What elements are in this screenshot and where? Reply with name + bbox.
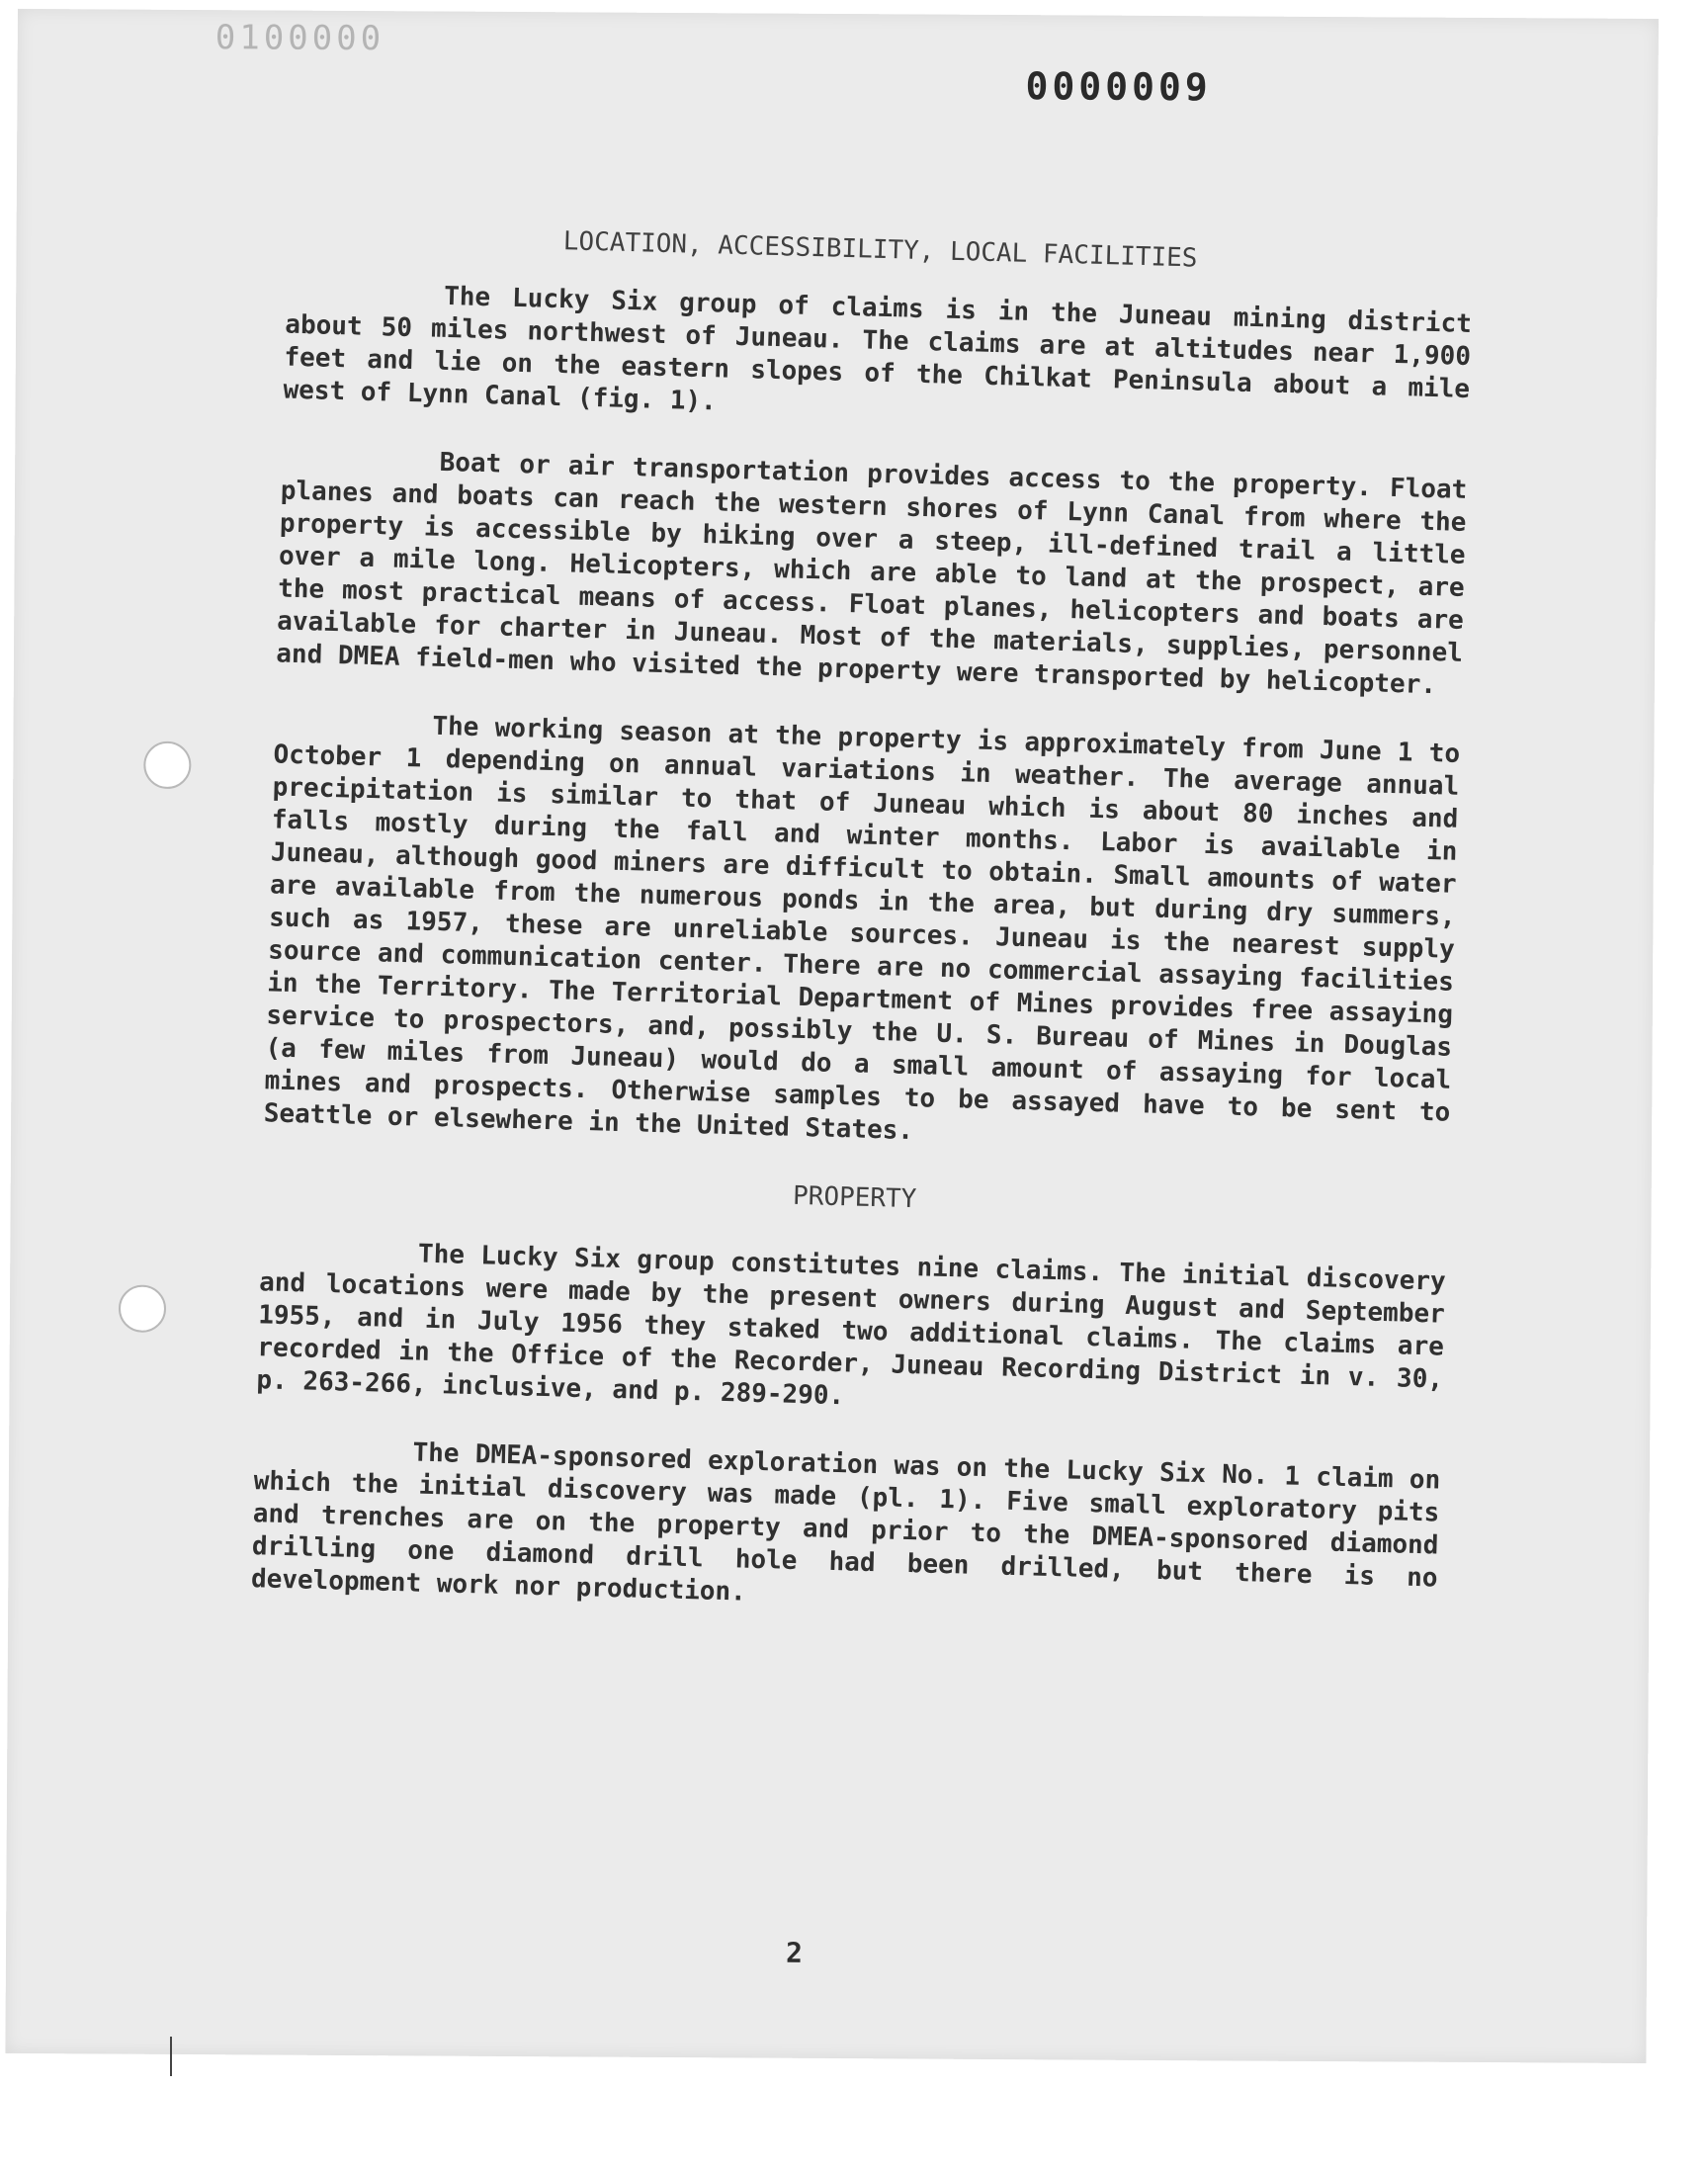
scan-edge-mark xyxy=(170,2037,172,2076)
section-heading-location: LOCATION, ACCESSIBILITY, LOCAL FACILITIES xyxy=(562,226,1198,274)
punch-hole xyxy=(143,741,191,789)
paragraph-working-season: The working season at the property is approximately from June 1 to October 1 depending on annual variations in weather. The average annual precipitation is similar to that of Juneau which is about 80 inches and falls mostly during the fall and winter months. Labor is available in Juneau, although good miners are difficult to obtain. Small amounts of water are available from the numerous ponds in the area, but during dry summers, such as 1957, these are unreliable sources. Juneau is the nearest supply source and communication center. There are no commercial assaying facilities in the Territory. The Territorial Department of Mines provides free assaying service to prospectors, and, possibly the U. S. Bureau of Mines in Douglas (a few miles from Juneau) would do a small amount of assaying for local mines and prospects. Otherwise samples to be assayed have to be sent to Seattle or elsewhere in the United States. xyxy=(263,711,1461,1147)
paragraph-exploration: The DMEA-sponsored exploration was on the Lucky Six No. 1 claim on which the initial discovery was made (pl. 1). Five small exploratory pits and trenches are on the property and prior to the DMEA-sponsored diamond drilling one diamond drill hole had been drilled, but there is no development work nor production. xyxy=(250,1437,1441,1608)
punch-hole xyxy=(119,1285,166,1333)
paragraph-claims: The Lucky Six group constitutes nine claims. The initial discovery and locations were made by the present owners during August and September 1955, and in July 1956 they staked two additional claims. The claims are recorded in the Office of the Recorder, Juneau Recording District in v. 30, p. 263-266, inclusive, and p. 289-290. xyxy=(256,1239,1447,1412)
section-heading-property: PROPERTY xyxy=(792,1180,917,1215)
paragraph-location-overview: The Lucky Six group of claims is in the Juneau mining district about 50 miles northwest of Juneau. The claims are at altitudes near 1,900 feet and lie on the eastern slopes of the Chilkat Peninsula about a mile west of Lynn Canal (fig. 1). xyxy=(283,281,1473,417)
faint-stamp-number: 0100000 xyxy=(214,18,385,59)
page-body xyxy=(250,199,1475,1664)
document-number-stamp: 0000009 xyxy=(1025,64,1212,110)
page-number: 2 xyxy=(785,1936,803,1969)
scanned-page xyxy=(5,9,1659,2063)
paragraph-access: Boat or air transportation provides access to the property. Float planes and boats can reach the western shores of Lynn Canal from where the property is accessible by hiking over a steep, ill-defined trail a little over a mile long. Helicopters, which are able to land at the prospect, are the most practical means of access. Float planes, helicopters and boats are available for charter in Juneau. Most of the materials, supplies, personnel and DMEA field-men who visited the property were transported by helicopter. xyxy=(275,447,1468,701)
